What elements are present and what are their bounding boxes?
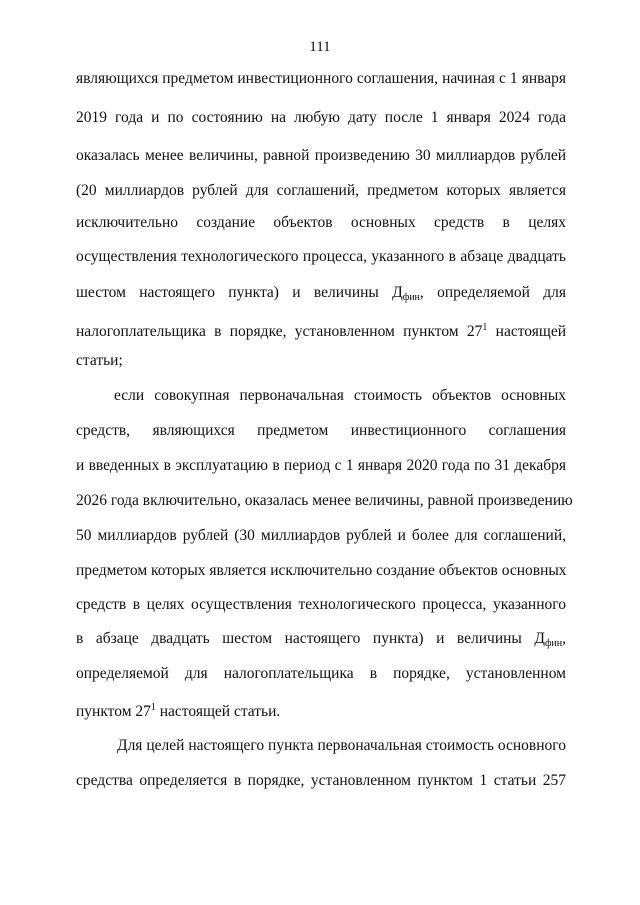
text-line: 50 миллиардов рублей (30 миллиардов рублей и более для соглашений, bbox=[76, 527, 566, 544]
text-line: и введенных в эксплуатацию в период с 1 января 2020 года по 31 декабря bbox=[76, 457, 566, 474]
text-segment: пунктом 27 bbox=[76, 703, 151, 720]
text-line bbox=[76, 318, 566, 342]
superscript: 1 bbox=[150, 702, 156, 713]
text-line: 2019 года и по состоянию на любую дату после 1 января 2024 года bbox=[76, 109, 566, 126]
text-line: средства определяется в порядке, установленном пунктом 1 статьи 257 bbox=[76, 772, 566, 789]
text-line bbox=[76, 698, 566, 722]
text-line: средств, являющихся предметом инвестиционного соглашения bbox=[76, 422, 566, 439]
text-segment: настоящей bbox=[487, 323, 566, 340]
text-line: оказалась менее величины, равной произведению 30 миллиардов рублей bbox=[76, 147, 566, 164]
text-segment: налогоплательщика в порядке, установленном пунктом 27 bbox=[76, 323, 483, 340]
page-number: 111 bbox=[309, 39, 331, 55]
text-line: статьи; bbox=[76, 352, 123, 369]
subscript: фин bbox=[544, 638, 563, 649]
text-segment: в абзаце двадцать шестом настоящего пункта) и величины Д bbox=[76, 630, 545, 647]
text-line: определяемой для налогоплательщика в порядке, установленном bbox=[76, 665, 566, 682]
subscript: фин bbox=[402, 292, 420, 303]
text-line: средств в целях осуществления технологического процесса, указанного bbox=[76, 596, 566, 613]
text-line: предметом которых является исключительно создание объектов основных bbox=[76, 562, 567, 579]
superscript: 1 bbox=[482, 322, 488, 333]
paragraph-first-line: если совокупная первоначальная стоимость объектов основных bbox=[114, 387, 566, 404]
text-line bbox=[76, 629, 566, 654]
text-line: осуществления технологического процесса, указанного в абзаце двадцать bbox=[76, 248, 566, 265]
text-line: 2026 года включительно, оказалась менее величины, равной произведению bbox=[76, 492, 573, 509]
text-segment: , bbox=[562, 630, 566, 647]
text-line: (20 миллиардов рублей для соглашений, предметом которых является bbox=[76, 182, 566, 199]
text-line: исключительно создание объектов основных средств в целях bbox=[76, 214, 566, 231]
paragraph-first-line: Для целей настоящего пункта первоначальная стоимость основного bbox=[117, 737, 566, 754]
text-segment: , определяемой для bbox=[419, 284, 566, 301]
text-segment: шестом настоящего пункта) и величины Д bbox=[76, 284, 403, 301]
text-segment: настоящей статьи. bbox=[155, 703, 281, 720]
text-line bbox=[76, 283, 566, 308]
text-line: являющихся предметом инвестиционного соглашения, начиная с 1 января bbox=[76, 70, 566, 87]
